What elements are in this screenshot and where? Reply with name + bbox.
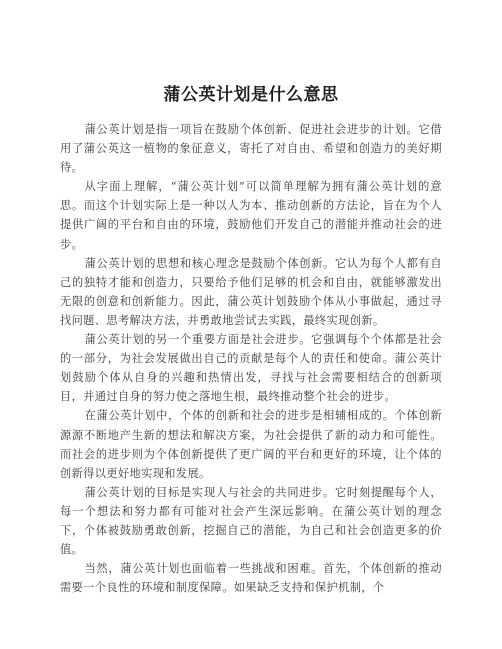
paragraph: 在蒲公英计划中，个体的创新和社会的进步是相辅相成的。个体创新源源不断地产生新的想法和解决方案，为社会提供了新的动力和可能性。而社会的进步则为个体创新提供了更广阔的平台和更好的环境，让个体的创新得以更好地实现和发展。 — [60, 409, 442, 480]
paragraph: 从字面上理解，“蒲公英计划”可以简单理解为拥有蒲公英计划的意思。而这个计划实际上是一种以人为本、推动创新的方法论，旨在为个人提供广阔的平台和自由的环境，鼓励他们开发自己的潜能并推动社会的进步。 — [60, 180, 442, 251]
paragraph: 蒲公英计划是指一项旨在鼓励个体创新、促进社会进步的计划。它借用了蒲公英这一植物的象征意义，寄托了对自由、希望和创造力的美好期待。 — [60, 123, 442, 175]
document-title: 蒲公英计划是什么意思 — [163, 85, 339, 105]
paragraph: 蒲公英计划的思想和核心理念是鼓励个体创新。它认为每个人都有自己的独特才能和创造力，只要给予他们足够的机会和自由，就能够激发出无限的创意和创新能力。因此，蒲公英计划鼓励个体从小事做起，通过寻找问题、思考解决方法，并勇敢地尝试去实践，最终实现创新。 — [60, 256, 442, 327]
paragraph: 蒲公英计划的目标是实现人与社会的共同进步。它时刻提醒每个人，每一个想法和努力都有可能对社会产生深远影响。在蒲公英计划的理念下，个体被鼓励勇敢创新，挖掘自己的潜能，为自己和社会创造更多的价值。 — [60, 485, 442, 557]
paragraph: 当然，蒲公英计划也面临着一些挑战和困难。首先，个体创新的推动需要一个良性的环境和制度保障。如果缺乏支持和保护机制，个 — [60, 562, 442, 595]
paragraph: 蒲公英计划的另一个重要方面是社会进步。它强调每个个体都是社会的一部分，为社会发展做出自己的贡献是每个人的责任和使命。蒲公英计划鼓励个体从自身的兴趣和热情出发，寻找与社会需要相结合的创新项目，并通过自身的努力使之落地生根，最终推动整个社会的进步。 — [60, 333, 442, 404]
document-body — [60, 120, 442, 597]
